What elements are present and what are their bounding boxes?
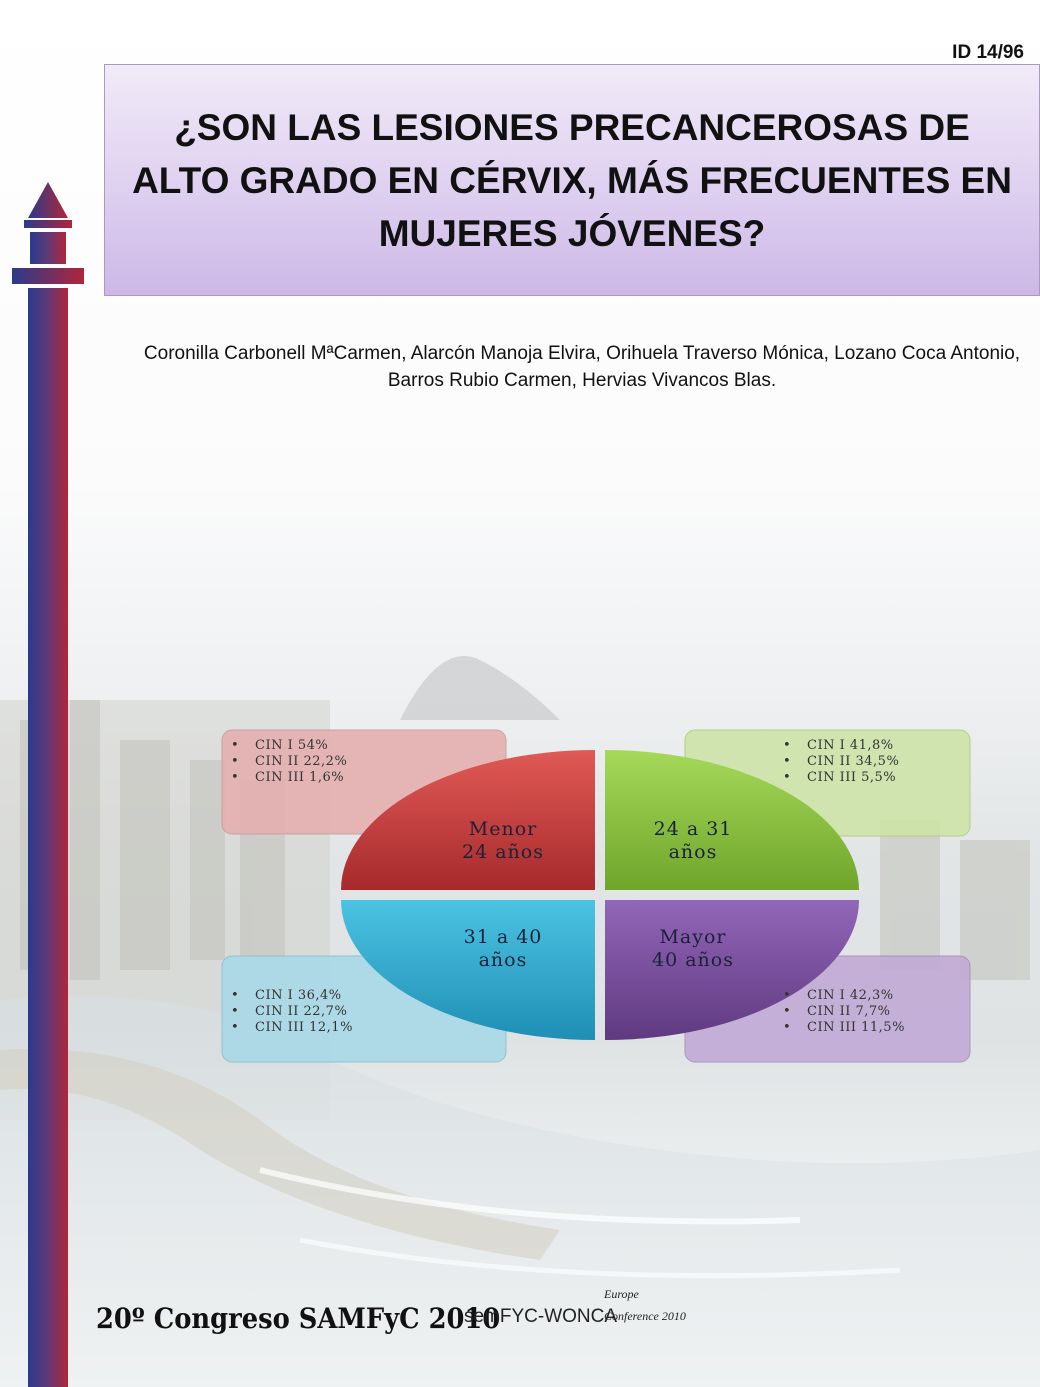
- authors: Coronilla Carbonell MªCarmen, Alarcón Manoja Elvira, Orihuela Traverso Mónica, Lozano Coca Antonio, Barros Rubio Carmen, Hervias Vivancos Blas.: [143, 343, 1021, 391]
- note-item: • CIN II 22,2%: [231, 754, 347, 770]
- label-line: 24 años: [462, 841, 544, 863]
- label-menor-24: [429, 818, 577, 864]
- label-24-31: [619, 818, 767, 864]
- title-banner: [104, 64, 1040, 296]
- label-31-40: [429, 926, 577, 972]
- label-line: años: [668, 841, 718, 863]
- note-item: • CIN II 34,5%: [783, 754, 899, 770]
- note-item: • CIN III 1,6%: [231, 770, 347, 786]
- label-line: 24 a 31: [653, 818, 733, 840]
- label-line: Mayor: [659, 926, 727, 948]
- wonca-conference: Conference 2010: [604, 1309, 686, 1323]
- footer-logo: [96, 1285, 686, 1335]
- notes-menor-24: [231, 738, 347, 786]
- wonca-name: semFYC-WONCA: [464, 1306, 618, 1327]
- label-mayor-40: [619, 926, 767, 972]
- poster-title: ¿SON LAS LESIONES PRECANCEROSAS DE ALTO GRADO EN CÉRVIX, MÁS FRECUENTES EN MUJERES JÓVENES?: [132, 106, 1012, 254]
- label-line: años: [478, 949, 528, 971]
- note-item: • CIN I 41,8%: [783, 738, 899, 754]
- notes-24-31: [783, 738, 899, 786]
- congress-name: 20º Congreso SAMFyC 2010: [96, 1302, 501, 1335]
- age-group-diagram: [215, 722, 985, 1077]
- wonca-europe: Europe: [604, 1287, 639, 1301]
- decorative-pillar: [0, 0, 100, 1387]
- notes-31-40: [231, 988, 353, 1036]
- note-item: • CIN I 54%: [231, 738, 347, 754]
- poster-id: ID 14/96: [952, 42, 1024, 63]
- label-line: 40 años: [652, 949, 734, 971]
- label-line: 31 a 40: [463, 926, 543, 948]
- note-item: • CIN I 42,3%: [783, 988, 905, 1004]
- label-line: Menor: [468, 818, 538, 840]
- notes-mayor-40: [783, 988, 905, 1036]
- note-item: • CIN III 11,5%: [783, 1020, 905, 1036]
- note-item: • CIN II 7,7%: [783, 1004, 905, 1020]
- note-item: • CIN III 12,1%: [231, 1020, 353, 1036]
- note-item: • CIN III 5,5%: [783, 770, 899, 786]
- note-item: • CIN II 22,7%: [231, 1004, 353, 1020]
- note-item: • CIN I 36,4%: [231, 988, 353, 1004]
